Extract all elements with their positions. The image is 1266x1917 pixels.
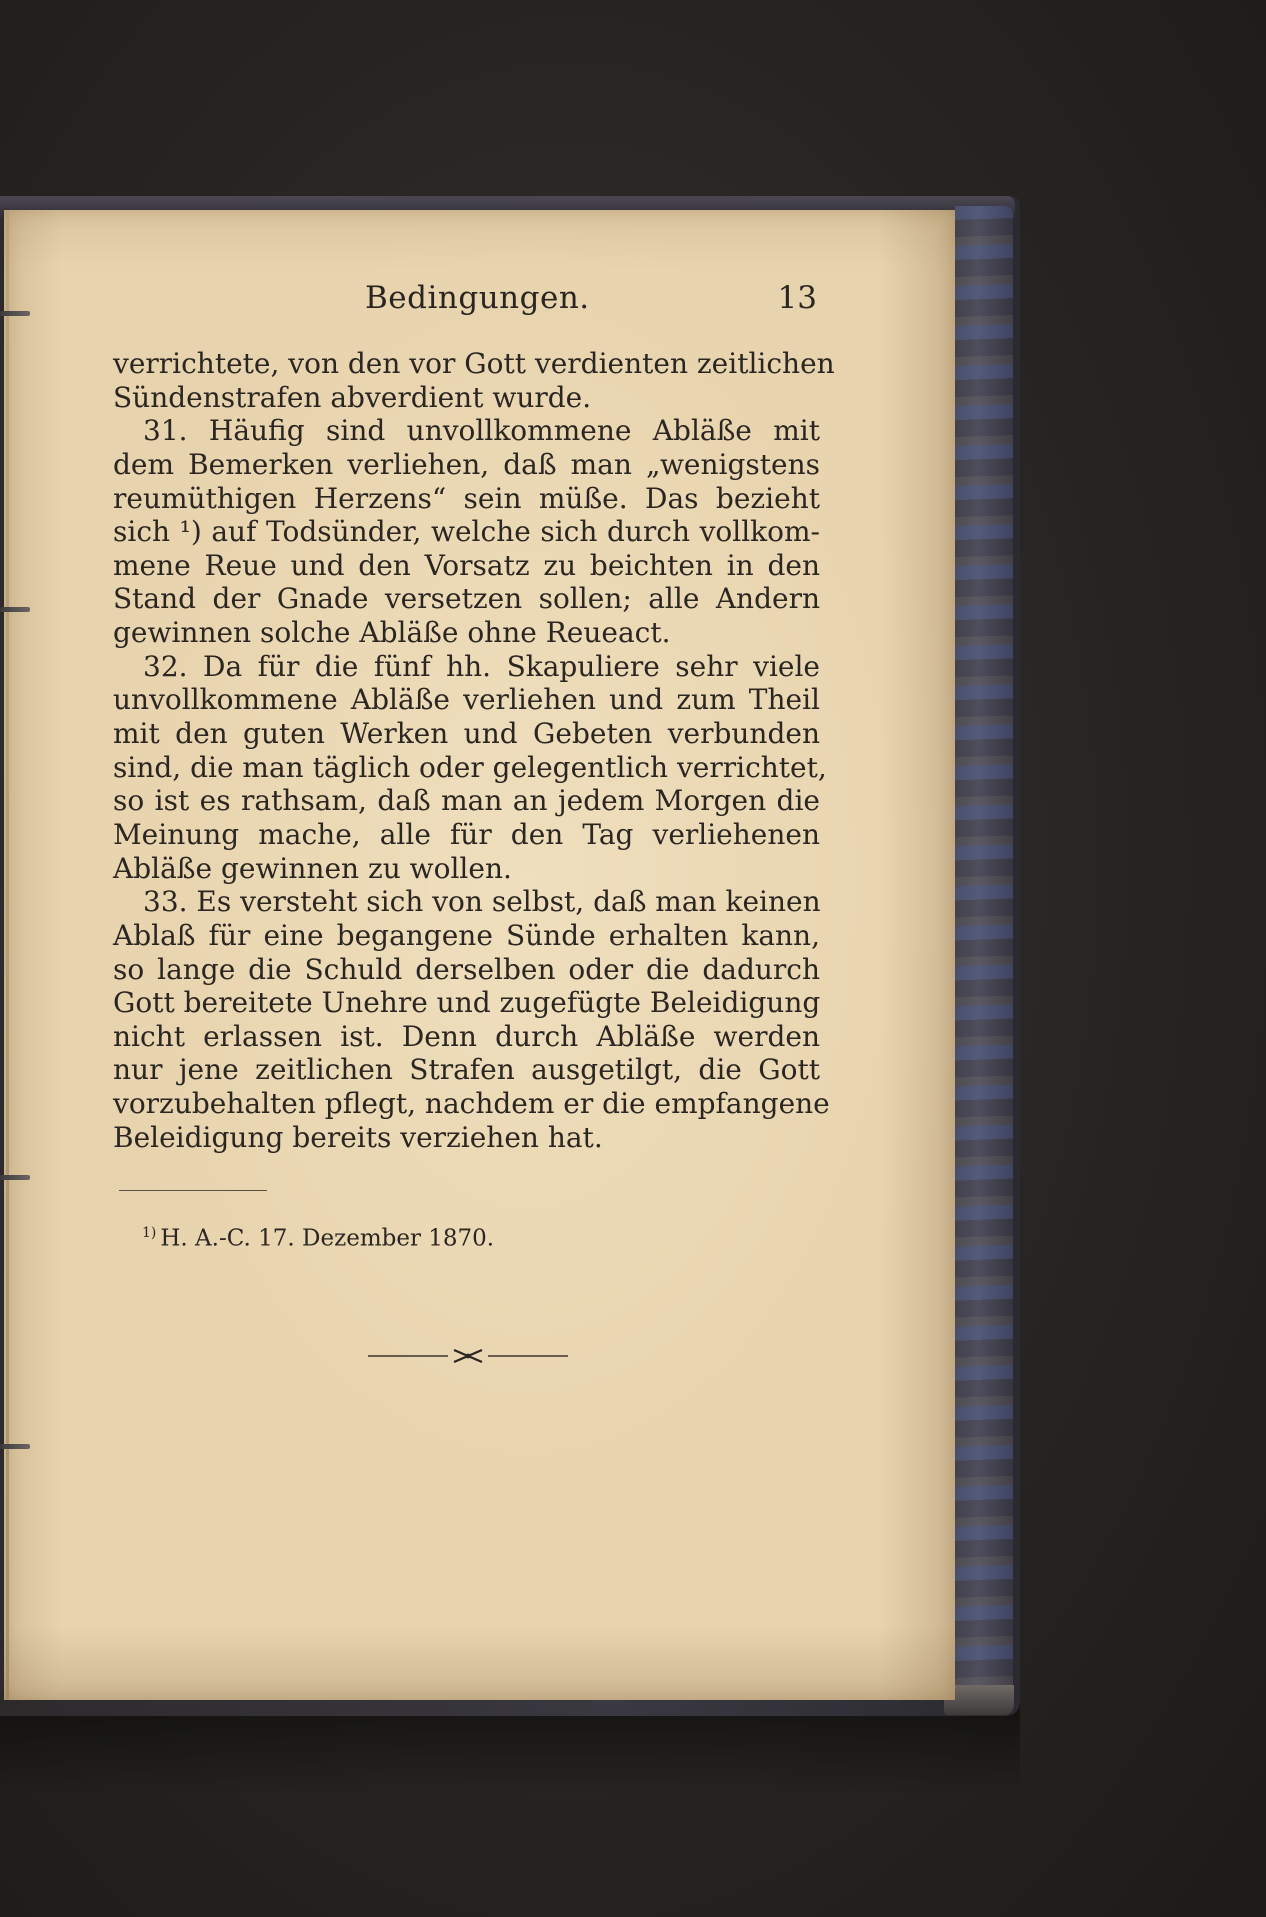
running-head bbox=[115, 280, 817, 320]
paragraph-31-start: 31. Häufig sind unvollkommene Abläße mit bbox=[143, 414, 820, 448]
text-line: Stand der Gnade versetzen sollen; alle Andern bbox=[113, 582, 820, 616]
text-line: unvollkommene Abläße verliehen und zum Theil bbox=[113, 683, 820, 717]
paragraph-33-start: 33. Es versteht sich von selbst, daß man keinen bbox=[143, 885, 821, 919]
binding-thread-mark bbox=[0, 311, 30, 316]
text-line: Abläße gewinnen zu wollen. bbox=[113, 851, 512, 885]
text-line: nur jene zeitlichen Strafen ausgetilgt, die Gott bbox=[113, 1053, 820, 1087]
text-line: gewinnen solche Abläße ohne Reueact. bbox=[113, 616, 671, 650]
text-line: Meinung mache, alle für den Tag verliehenen bbox=[113, 817, 820, 851]
text-line: Beleidigung bereits verziehen hat. bbox=[113, 1120, 603, 1154]
text-line: Sündenstrafen abverdient wurde. bbox=[113, 380, 592, 414]
text-line: mene Reue und den Vorsatz zu beichten in den bbox=[113, 548, 820, 582]
book-spine-edge bbox=[955, 206, 1013, 1706]
footnote bbox=[142, 1218, 494, 1254]
page-gutter-line bbox=[6, 210, 9, 1700]
running-title: Bedingungen. bbox=[365, 280, 590, 316]
text-line: sind, die man täglich oder gelegentlich verrichtet, bbox=[113, 750, 827, 784]
footnote-marker: 1) bbox=[142, 1225, 157, 1241]
footnote-text: H. A.-C. 17. Dezember 1870. bbox=[160, 1225, 495, 1252]
text-line: so lange die Schuld derselben oder die dadurch bbox=[113, 952, 820, 986]
footnote-rule bbox=[119, 1190, 267, 1191]
binding-thread-mark bbox=[0, 1444, 30, 1449]
binding-thread-mark bbox=[0, 607, 30, 612]
binding-thread-mark bbox=[0, 1175, 30, 1180]
text-line: Ablaß für eine begangene Sünde erhalten kann, bbox=[113, 918, 820, 952]
text-line: Gott bereitete Unehre und zugefügte Beleidigung bbox=[113, 986, 821, 1020]
text-line: verrichtete, von den vor Gott verdienten zeitlichen bbox=[113, 347, 835, 380]
body-text bbox=[113, 347, 835, 1154]
text-line: so ist es rathsam, daß man an jedem Morgen die bbox=[113, 784, 820, 818]
end-ornament-icon bbox=[368, 1341, 568, 1371]
text-line: dem Bemerken verliehen, daß man „wenigstens bbox=[113, 447, 820, 481]
text-line: reumüthigen Herzens“ sein müße. Das bezieht bbox=[113, 481, 820, 515]
page-number: 13 bbox=[777, 280, 817, 316]
text-line: mit den guten Werken und Gebeten verbunden bbox=[113, 717, 820, 751]
paragraph-32-start: 32. Da für die fünf hh. Skapuliere sehr viele bbox=[143, 649, 820, 683]
text-line: nicht erlassen ist. Denn durch Abläße werden bbox=[113, 1019, 820, 1053]
text-line: vorzubehalten pflegt, nachdem er die empfangene bbox=[113, 1087, 830, 1121]
text-line: sich ¹) auf Todsünder, welche sich durch vollkom- bbox=[113, 515, 820, 549]
